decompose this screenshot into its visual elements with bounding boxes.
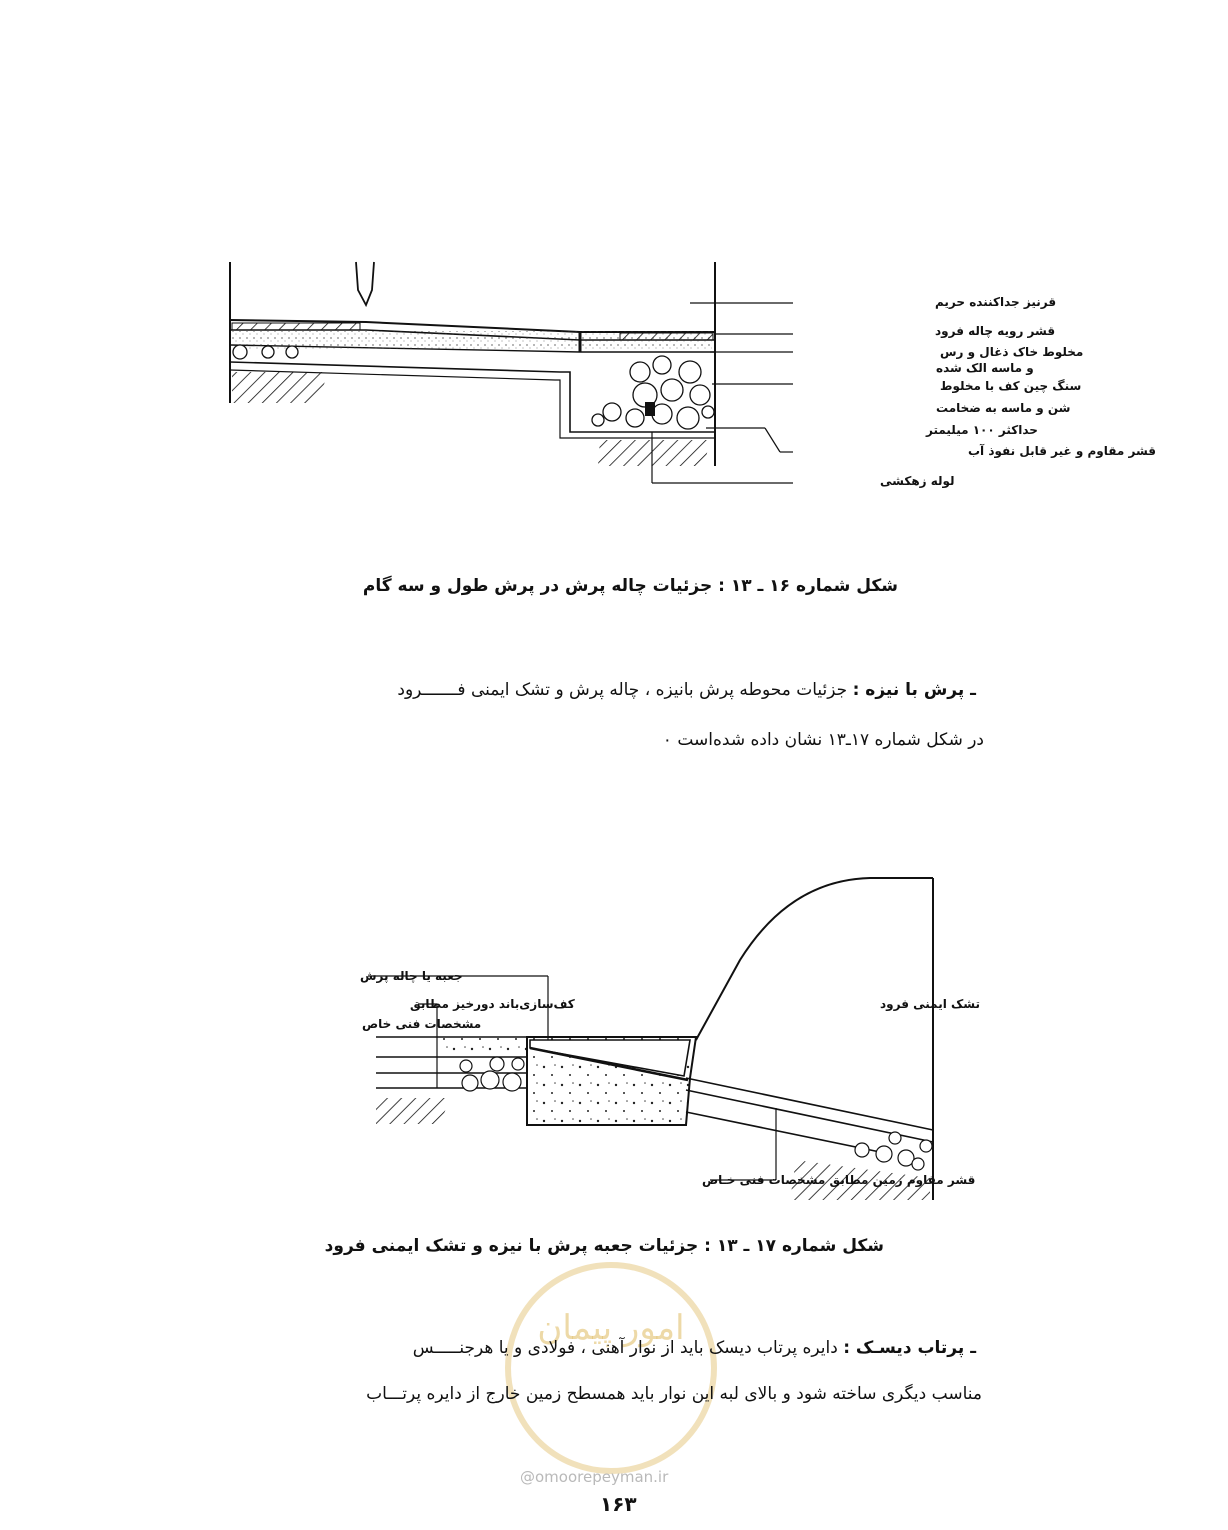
- paragraph-1-heading: ـ پرش با نیزه :: [852, 680, 976, 700]
- fig2-label-box: جعبه یا چاله پرش: [360, 969, 463, 983]
- paragraph-2-heading: ـ پرتاب دیسـک :: [843, 1338, 976, 1358]
- fig1-label-mix2: و ماسه الک شده: [936, 361, 1034, 375]
- fig1-label-curb: قرنیز جداکننده حریم: [935, 295, 1057, 309]
- figure-2-caption: شکل شماره ۱۷ ـ ۱۳ : جزئیات جعبه پرش با نیزه و تشک ایمنی فرود: [324, 1236, 884, 1256]
- watermark-site: @omoorepeyman.ir: [520, 1468, 669, 1486]
- page-number: ۱۶۳: [600, 1492, 637, 1516]
- fig2-label-runway-floor-1: کف‌سازی‌باند دورخیز مطابق: [410, 997, 575, 1011]
- fig2-label-landing-mat: تشک ایمنی فرود: [880, 997, 981, 1011]
- watermark-text: امور پیمان: [537, 1308, 685, 1348]
- fig2-label-runway-floor-2: مشخصات فنی خاص: [362, 1017, 482, 1031]
- watermark-logo: [505, 1262, 717, 1474]
- paragraph-2-text: دایره پرتاب دیسک باید از نوار آهنی ، فولادی و یا هرجنـــــس: [412, 1338, 838, 1358]
- fig1-label-impermeable: قشر مقاوم و غیر قابل نفوذ آب: [968, 444, 1157, 458]
- fig1-label-drain: لوله زهکشی: [880, 474, 955, 488]
- paragraph-1-text: جزئیات محوطه پرش بانیزه ، چاله پرش و تشک ایمنی فـــــــرود: [397, 680, 848, 700]
- figure-1-caption: شکل شماره ۱۶ ـ ۱۳ : جزئیات چاله پرش در پرش طول و سه گام: [362, 576, 898, 596]
- fig1-label-max: حداکثر ۱۰۰ میلیمتر: [926, 423, 1038, 437]
- fig1-label-stone2: شن و ماسه به ضخامت: [936, 401, 1071, 415]
- fig1-label-stone1: سنگ چین کف با مخلوط: [940, 379, 1082, 393]
- fig1-label-mix1: مخلوط خاک ذغال و رس: [940, 345, 1084, 359]
- fig2-label-ground: قشر مقاوم زمین مطابق مشخصات فنی خـاص: [702, 1173, 976, 1187]
- paragraph-2-line-2: مناسب دیگری ساخته شود و بالای لبه این نوار باید همسطح زمین خارج از دایره پرتـــاب: [366, 1384, 982, 1404]
- fig1-label-surface: قشر رویه چاله فرود: [935, 324, 1056, 338]
- paragraph-1-line-2: در شکل شماره ۱۷ـ۱۳ نشان داده شده‌است ٠: [662, 730, 984, 750]
- paragraph-2-line-1: [413, 1338, 976, 1358]
